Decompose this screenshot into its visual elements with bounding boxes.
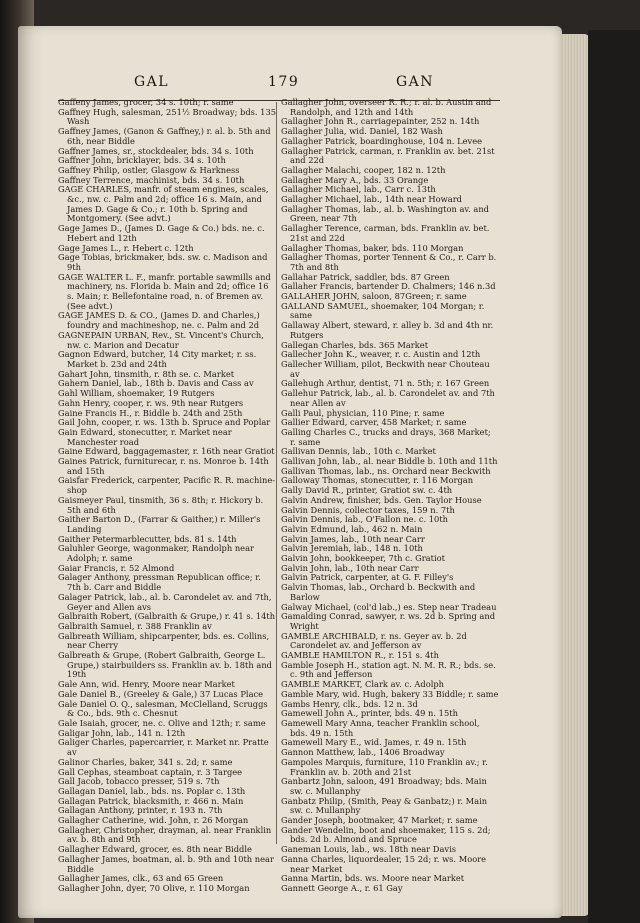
directory-entry: Gaine Edward, baggagemaster, r. 16th near Gratiot: [58, 446, 275, 457]
directory-entry: Gamble Joseph H., station agt. N. M. R. R.; bds. se. c. 9th and Jefferson: [281, 659, 496, 680]
directory-entry: Gallagher Patrick, boardinghouse, 104 n. Levee: [281, 135, 483, 146]
directory-entry: GAMBLE MARKET, Clark av. c. Adolph: [281, 679, 445, 690]
directory-entry: Ganna Charles, liquordealer, 15 2d; r. ws. Moore near Market: [281, 853, 487, 874]
directory-entry: Gallehugh Arthur, dentist, 71 n. 5th; r. 167 Green: [281, 378, 490, 389]
directory-entry: Gallagher John R., carriagepainter, 252 n. 14th: [281, 116, 480, 127]
directory-entry: Gaismeyer Paul, tinsmith, 36 s. 8th; r. Hickory b. 5th and 6th: [58, 494, 264, 515]
directory-entry: Gannon Matthew, lab., 1406 Broadway: [281, 747, 445, 758]
directory-entry: Gage James L., r. Hebert c. 12th: [58, 242, 194, 253]
directory-entry: Gallagan Patrick, blacksmith, r. 466 n. Main: [58, 795, 244, 806]
header-right-guideword: GAN: [396, 74, 435, 90]
directory-entry: GAMBLE HAMILTON R., r. 151 s. 4th: [281, 650, 439, 661]
directory-entry: Gahl William, shoemaker, 19 Rutgers: [58, 388, 215, 399]
directory-entry: GAGE JAMES D. & CO., (James D. and Charles,) foundry and machineshop, ne. c. Palm and 2d: [58, 310, 260, 331]
directory-entry: Gannett George A., r. 61 Gay: [281, 882, 403, 893]
directory-entry: GALLAHER JOHN, saloon, 87Green; r. same: [281, 291, 467, 302]
column-divider: [276, 102, 277, 844]
directory-entry: Gallagher Thomas, porter Tennent & Co., r. Carr b. 7th and 8th: [281, 252, 497, 272]
directory-entry: Gallegan Charles, bds. 365 Market: [281, 339, 429, 350]
directory-entry: Gallaway Albert, steward, r. alley b. 3d and 4th nr. Rutgers: [281, 320, 494, 340]
directory-entry: Gaine Francis H., r. Biddle b. 24th and 25th: [58, 407, 243, 418]
directory-entry: GAMBLE ARCHIBALD, r. ns. Geyer av. b. 2d Carondelet av. and Jefferson av: [281, 630, 467, 651]
directory-entry: Gahern Daniel, lab., 18th b. Davis and Cass av: [58, 378, 254, 389]
directory-entry: Gage James D., (James D. Gage & Co.) bds. ne. c. Hebert and 12th: [58, 223, 265, 243]
directory-entry: Gain Edward, stonecutter, r. Market near Manchester road: [58, 426, 232, 447]
directory-entry: Gale Daniel O. Q., salesman, McClelland, Scruggs & Co., bds. 9th c. Chesnut: [58, 698, 268, 719]
directory-entry: Gally David R., printer, Gratiot sw. c. 4th: [281, 485, 453, 496]
directory-entry: Gampoles Marquis, furniture, 110 Franklin av.; r. Franklin av. b. 20th and 21st: [281, 756, 488, 777]
directory-entry: Gaffney James, (Ganon & Gaffney,) r. al. b. 5th and 6th, near Biddle: [58, 126, 271, 146]
directory-entry: Gaffner John, bricklayer, bds. 34 s. 10th: [58, 155, 226, 166]
book-cover: [588, 30, 640, 923]
directory-entry: Galvin Jeremiah, lab., 148 n. 10th: [281, 543, 423, 554]
directory-entry: Gallivan Dennis, lab., 10th c. Market: [281, 446, 436, 457]
header-left-guideword: GAL: [134, 74, 170, 90]
directory-entry: Gale Ann, wid. Henry, Moore near Market: [58, 679, 235, 690]
directory-entry: Galling Charles C., trucks and drays, 368 Market; r. same: [281, 426, 491, 447]
directory-entry: Gallagan Anthony, printer, r. 193 n. 7th: [58, 805, 223, 816]
directory-entry: Gallagher John, dyer, 70 Olive, r. 110 Morgan: [58, 882, 250, 893]
directory-entry: Gallagher Patrick, carman, r. Franklin av. bet. 21st and 22d: [281, 145, 495, 166]
directory-entry: Galbraith Samuel, r. 388 Franklin av: [58, 620, 212, 631]
directory-entry: Gander Wendelin, boot and shoemaker, 115 s. 2d; bds. 2d b. Almond and Spruce: [281, 824, 491, 845]
directory-entry: Galvin Patrick, carpenter, at G. F. Filley's: [281, 572, 454, 583]
directory-entry: Gallagher Edward, grocer, es. 8th near Biddle: [58, 844, 252, 855]
directory-entry: Gamble Mary, wid. Hugh, bakery 33 Biddle; r. same: [281, 688, 499, 699]
right-column: [281, 98, 499, 894]
directory-entry: Galvin Thomas, lab., Orchard b. Beckwith and Barlow: [281, 582, 476, 602]
directory-entry: Ganeman Louis, lab., ws. 18th near Davis: [281, 844, 456, 855]
directory-entry: GAGE WALTER L. F., manfr. portable sawmills and machinery, ns. Florida b. Main and 2d; office 16 s. Main; r. Bellefontaine road, n. of Bremen av. (See advt.): [58, 271, 271, 311]
directory-entry: Gamewell Mary E., wid. James, r. 49 n. 15th: [281, 737, 467, 748]
directory-entry: Gaisfar Frederick, carpenter, Pacific R. R. machine-shop: [58, 475, 276, 496]
directory-entry: Gaiar Francis, r. 52 Almond: [58, 562, 175, 573]
directory-entry: Ganbartz John, saloon, 491 Broadway; bds. Main sw. c. Mullanphy: [281, 776, 487, 796]
directory-entry: Gale Isaiah, grocer, ne. c. Olive and 12th; r. same: [58, 718, 266, 728]
directory-entry: Gallier Edward, carver, 458 Market; r. same: [281, 417, 467, 428]
directory-entry: Gallagher James, boatman, al. b. 9th and 10th near Biddle: [58, 853, 274, 874]
directory-entry: Gaither Barton D., (Farrar & Gaither,) r. Miller's Landing: [58, 514, 261, 534]
directory-entry: Gamalding Conrad, sawyer, r. ws. 2d b. Spring and Wright: [281, 611, 496, 631]
directory-entry: Galvin John, lab., 10th near Carr: [281, 562, 419, 573]
directory-entry: GAGE CHARLES, manfr. of steam engines, scales, &c., nw. c. Palm and 2d; office 16 s. Main, and James D. Gage & Co.; r. 10th b. Spring and Montgomery. (See advt.): [58, 184, 269, 224]
directory-entry: Gallagher Malachi, cooper, 182 n. 12th: [281, 164, 446, 175]
directory-entry: Galinor Charles, baker, 341 s. 2d; r. same: [58, 756, 233, 767]
page-stack-edge: [560, 34, 590, 916]
page-number: 179: [268, 74, 300, 90]
directory-entry: Gahn Henry, cooper, r. ws. 9th near Rutgers: [58, 397, 244, 408]
directory-entry: Gallehur Patrick, lab., al. b. Carondelet av. and 7th near Allen av: [281, 388, 495, 408]
directory-entry: Galvin John, bookkeeper, 7th c. Gratiot: [281, 553, 445, 564]
directory-entry: Gall Cephas, steamboat captain, r. 3 Targee: [58, 766, 243, 777]
directory-entry: Gagnon Edward, butcher, 14 City market; r. ss. Market b. 23d and 24th: [58, 349, 257, 369]
directory-entry: Galuhler George, wagonmaker, Randolph near Adolph; r. same: [58, 543, 255, 564]
directory-entry: Gamewell John A., printer, bds. 49 n. 15th: [281, 708, 458, 719]
directory-entry: GAGNEPAIN URBAN, Rev., St. Vincent's Church, nw. c. Marion and Decatur: [58, 329, 264, 350]
directory-entry: Gallagher Thomas, baker, bds. 110 Morgan: [281, 242, 464, 253]
directory-entry: Galiger Charles, papercarrier, r. Market nr. Pratte av: [58, 737, 269, 758]
directory-entry: Galli Paul, physician, 110 Pine; r. same: [281, 407, 445, 418]
directory-entry: Gallagher, Christopher, drayman, al. near Franklin av. b. 8th and 9th: [58, 824, 272, 845]
directory-entry: Gallagher Julia, wid. Daniel, 182 Wash: [281, 126, 443, 137]
directory-entry: Gaffney Hugh, salesman, 251½ Broadway; bds. 135 Wash: [58, 106, 277, 127]
directory-entry: Gaither Petermarblecutter, bds. 81 s. 14th: [58, 533, 237, 544]
directory-entry: Gail John, cooper, r. ws. 13th b. Spruce and Poplar: [58, 417, 271, 428]
directory-entry: Gallecher John K., weaver, r. c. Austin and 12th: [281, 349, 481, 360]
directory-entry: Gallagher Thomas, lab., al. b. Washington av. and Green, near 7th: [281, 203, 489, 224]
directory-entry: Galvin Dennis, lab., O'Fallon ne. c. 10th: [281, 514, 448, 525]
directory-entry: Galigar John, lab., 141 n. 12th: [58, 727, 186, 738]
directory-entry: Gallagher Terence, carman, bds. Franklin av. bet. 21st and 22d: [281, 223, 490, 243]
directory-entry: Gallagher Mary A., bds. 33 Orange: [281, 174, 429, 185]
directory-entry: Galager Anthony, pressman Republican office; r. 7th b. Carr and Biddle: [58, 572, 261, 593]
directory-entry: Gallagher John, overseer R. R.; r. al. b. Austin and Randolph, and 12th and 14th: [281, 97, 492, 117]
directory-entry: Galvin Edmund, lab., 462 n. Main: [281, 523, 423, 534]
directory-entry: Gage Tobias, brickmaker, bds. sw. c. Madison and 9th: [58, 252, 268, 272]
directory-entry: Gallivan John, lab., al. near Biddle b. 10th and 11th: [281, 456, 498, 467]
directory-entry: Gahart John, tinsmith, r. 8th se. c. Market: [58, 368, 235, 379]
directory-entry: Ganbatz Philip, (Smith, Peay & Ganbatz;) r. Main sw. c. Mullanphy: [281, 795, 488, 816]
directory-entry: Galvin Dennis, collector taxes, 159 n. 7th: [281, 504, 455, 515]
directory-entry: Gallaher Francis, bartender D. Chalmers; 146 n.3d: [281, 281, 496, 292]
directory-entry: Gallagher Michael, lab., 14th near Howard: [281, 194, 462, 205]
directory-entry: Galloway Thomas, stonecutter, r. 116 Morgan: [281, 475, 474, 486]
directory-entry: Gallagher Catherine, wid. John, r. 26 Morgan: [58, 815, 249, 826]
directory-entry: Galbreath William, shipcarpenter, bds. es. Collins, near Cherry: [58, 630, 270, 651]
directory-entry: GALLAND SAMUEL, shoemaker, 104 Morgan; r. same: [281, 300, 485, 321]
directory-entry: Gallagher James, clk., 63 and 65 Green: [58, 873, 224, 884]
directory-entry: Gamewell Mary Anna, teacher Franklin school, bds. 49 n. 15th: [281, 718, 480, 738]
directory-entry: Gaffney Philip, ostler, Glasgow & Harkness: [58, 164, 240, 175]
directory-entry: Gall Jacob, tobacco presser, 519 s. 7th: [58, 776, 220, 787]
directory-entry: Galager Patrick, lab., al. b. Carondelet av. and 7th, Geyer and Allen avs: [58, 591, 272, 612]
directory-entry: Gallecher William, pilot, Beckwith near Chouteau av: [281, 358, 490, 379]
directory-entry: Galbraith Robert, (Galbraith & Grupe,) r. 41 s. 14th: [58, 611, 276, 622]
directory-entry: Galway Michael, (col'd lab.,) es. Step near Tradeau: [281, 601, 497, 612]
directory-entry: Ganna Martin, bds. ws. Moore near Market: [281, 873, 465, 884]
page-header: [58, 74, 498, 98]
directory-entry: Galvin James, lab., 10th near Carr: [281, 533, 425, 544]
left-column: [58, 98, 276, 894]
directory-entry: Gallagan Daniel, lab., bds. ns. Poplar c. 13th: [58, 785, 246, 796]
directory-entry: Galbreath & Grupe, (Robert Galbraith, George L. Grupe,) stairbuilders ss. Franklin av. b. 18th and 19th: [58, 650, 272, 680]
directory-entry: Galvin Andrew, finisher, bds. Gen. Taylor House: [281, 494, 482, 505]
directory-entry: Gaines Patrick, furniturecar, r. ns. Monroe b. 14th and 15th: [58, 456, 269, 476]
directory-entry: Gaffney Terrence, machinist, bds. 34 s. 10th: [58, 174, 245, 185]
directory-entry: Gambs Henry, clk., bds. 12 n. 3d: [281, 698, 418, 709]
directory-entry: Gallivan Thomas, lab., ns. Orchard near Beckwith: [281, 465, 491, 476]
directory-entry: Gallahar Patrick, saddler, bds. 87 Green: [281, 271, 450, 282]
directory-entry: Gallagher Michael, lab., Carr c. 13th: [281, 184, 436, 195]
directory-entry: Gaffner James, sr., stockdealer, bds. 34 s. 10th: [58, 145, 254, 156]
directory-entry: Gander Joseph, bootmaker, 47 Market; r. same: [281, 815, 478, 826]
directory-entry: Gale Daniel B., (Greeley & Gale,) 37 Lucas Place: [58, 688, 264, 699]
directory-entry: Gaffeny James, grocer, 34 s. 10th; r. same: [58, 97, 234, 107]
